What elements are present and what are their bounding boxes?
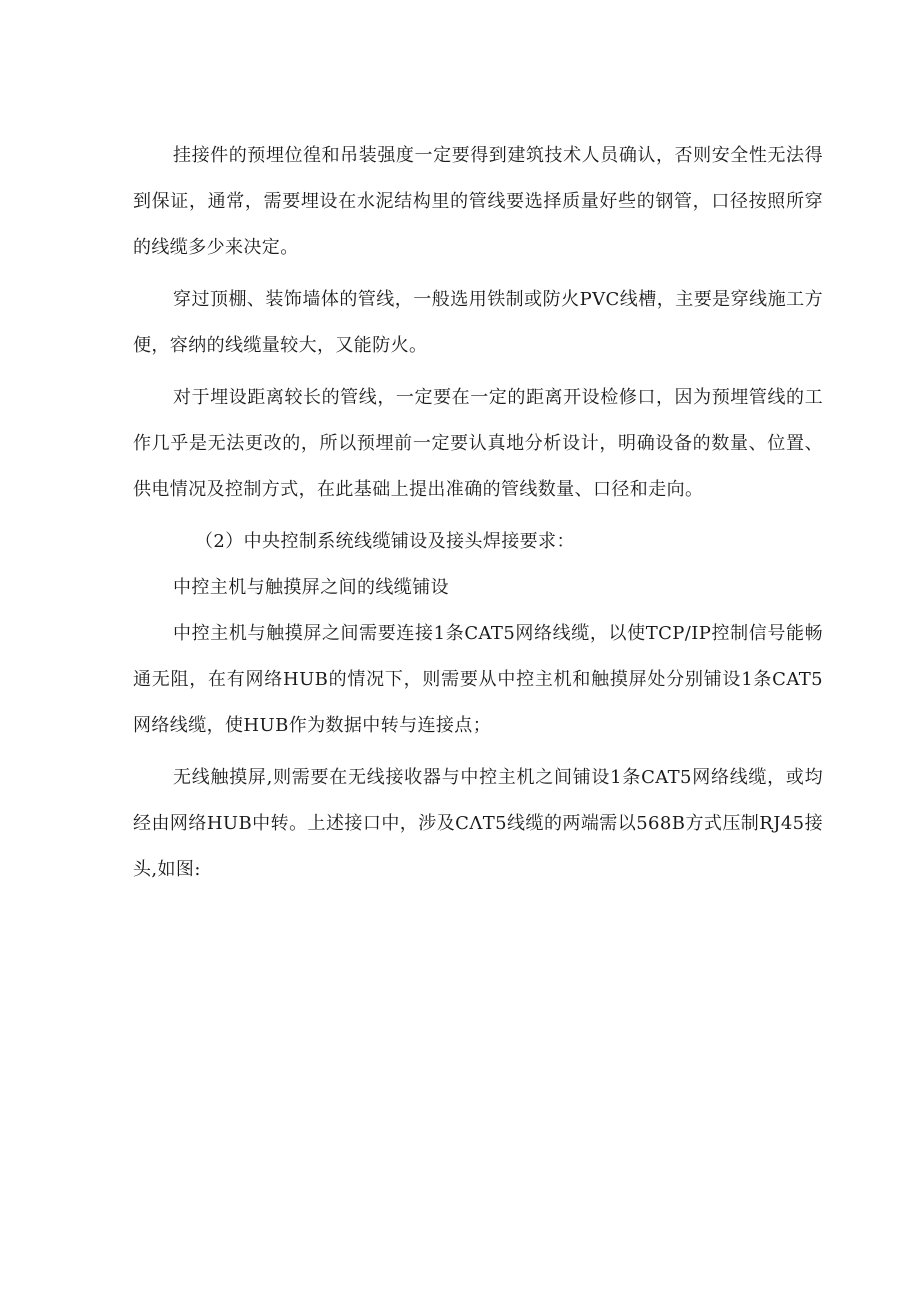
paragraph-ceiling-conduit: 穿过顶棚、装饰墙体的管线，一般选用铁制或防火PVC线槽，主要是穿线施工方便，容纳的线缆量较大，又能防火。 <box>133 289 823 356</box>
paragraph-cat5-connection: 中控主机与触摸屏之间需要连接1条CAT5网络线缆，以使TCP/IP控制信号能畅通无阻，在有网络HUB的情况下，则需要从中控主机和触摸屏处分别铺设1条CAT5网络线缆，使HUB作为数据中转与连接点； <box>133 623 823 736</box>
document-body <box>133 133 823 893</box>
section-heading-central-control: （2）中央控制系统线缆铺设及接头焊接要求： <box>195 531 575 552</box>
paragraph-embedded-parts: 挂接件的预埋位徨和吊装强度一定要得到建筑技术人员确认，否则安全性无法得到保证，通常，需要埋设在水泥结构里的管线要选择质量好些的钢管，口径按照所穿的线缆多少来决定。 <box>133 145 823 258</box>
paragraph-wireless-touchscreen: 无线触摸屏,则需要在无线接收器与中控主机之间铺设1条CAT5网络线缆，或均经由网络HUB中转。上述接口中，涉及CΛT5线缆的两端需以568B方式压制RJ45接头,如图: <box>133 767 823 880</box>
paragraph-long-conduit: 对于埋设距离较长的管线，一定要在一定的距离开设检修口，因为预埋管线的工作几乎是无法更改的，所以预埋前一定要认真地分析设计，明确设备的数量、位置、供电情况及控制方式，在此基础上提出准确的管线数量、口径和走向。 <box>133 387 823 500</box>
subheading-host-touchscreen-cabling: 中控主机与触摸屏之间的线缆铺设 <box>173 577 449 598</box>
